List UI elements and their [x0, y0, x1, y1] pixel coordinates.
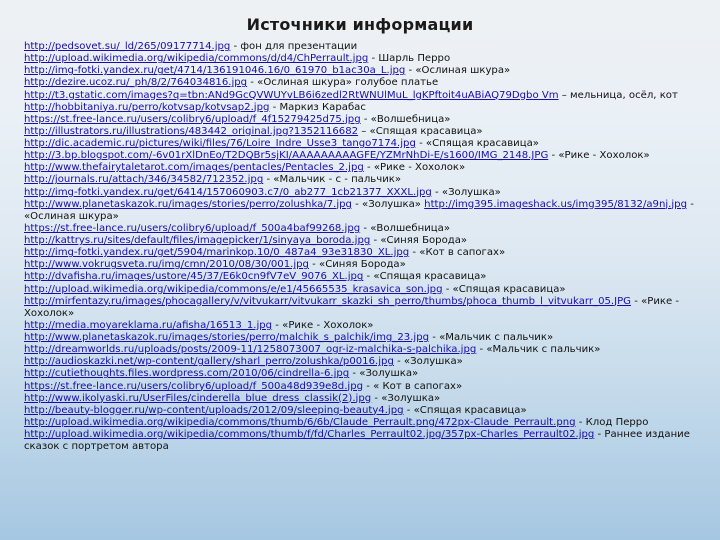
source-link[interactable]: http://upload.wikimedia.org/wikipedia/commons/d/d4/ChPerrault.jpg — [24, 53, 369, 65]
source-entry — [24, 247, 712, 259]
source-description: - «Спящая красавица» — [403, 404, 527, 416]
source-entry — [24, 368, 712, 380]
source-entry — [24, 296, 712, 320]
source-description: - «Рике - Хохолок» — [363, 162, 466, 174]
source-entry — [24, 332, 712, 344]
source-description: - «Ослиная шкура» голубое платье — [247, 77, 439, 89]
source-link[interactable]: http://audioskazki.net/wp-content/gallery/sharl_perro/zolushka/p0016.jpg — [24, 356, 394, 368]
source-link[interactable]: http://upload.wikimedia.org/wikipedia/commons/e/e1/45665535_krasavica_son.jpg — [24, 283, 443, 295]
source-link[interactable]: http://img-fotki.yandex.ru/get/4714/136191046.16/0_61970_b1ac30a_L.jpg — [24, 65, 406, 77]
source-description: - «Волшебница» — [360, 222, 451, 234]
source-description: - «Спящая красавица» — [442, 283, 566, 295]
source-description: - «Спящая красавица» — [363, 271, 487, 283]
source-link[interactable]: http://kattrys.ru/sites/default/files/imagepicker/1/sinyaya_boroda.jpg — [24, 235, 371, 246]
source-entry — [24, 393, 712, 405]
source-link[interactable]: http://www.planetaskazok.ru/images/stories/perro/malchik_s_palchik/img_23.jpg — [24, 332, 430, 343]
source-description: – «Спящая красавица» — [358, 125, 483, 137]
source-entry — [24, 77, 712, 89]
source-description: - «Ослиная шкура» — [405, 65, 511, 77]
source-entry — [24, 381, 712, 393]
source-description: - «Золушка» — [393, 356, 463, 368]
source-link[interactable]: http://t3.gstatic.com/images?q=tbn:ANd9GcQVWUYvLB6i6zedl2RtWNUlMuL_lgKPftoit4uABiAQ79Dgbo Vm — [24, 89, 559, 101]
source-description: - «Рике - Хохолок» — [24, 295, 680, 319]
source-description: - «Мальчик с пальчик» — [476, 344, 601, 356]
source-entry — [24, 90, 712, 102]
source-description: - Маркиз Карабас — [269, 101, 366, 113]
source-entry — [24, 271, 712, 283]
source-link[interactable]: http://cutiethoughts.files.wordpress.com/2010/06/cindrella-6.jpg — [24, 368, 350, 380]
source-description: - « Кот в сапогах» — [363, 380, 463, 392]
source-description: - «Золушка» — [351, 198, 425, 210]
source-description: - «Волшебница» — [360, 113, 451, 125]
source-link[interactable]: http://beauty-blogger.ru/wp-content/uploads/2012/09/sleeping-beauty4.jpg — [24, 404, 404, 416]
source-entry — [24, 429, 712, 453]
sources-list — [24, 41, 712, 453]
source-entry — [24, 199, 712, 223]
source-entry — [24, 102, 712, 114]
source-link[interactable]: http://media.moyareklama.ru/afisha/16513_1.jpg — [24, 319, 273, 331]
source-description: - «Золушка» — [431, 186, 501, 198]
source-entry — [24, 344, 712, 356]
source-link[interactable]: http://3.bp.blogspot.com/-6v01rXlDnEo/T2DQBr5sjKI/AAAAAAAAAGFE/YZMrNhDi-E/s1600/IMG_2148.JPG — [24, 150, 549, 162]
source-link[interactable]: https://st.free-lance.ru/users/colibry6/upload/f_500a4baf99268.jpg — [24, 222, 361, 234]
source-entry — [24, 138, 712, 162]
source-description: - Шарль Перро — [368, 53, 451, 65]
source-entry — [24, 114, 712, 126]
source-description: - Клод Перро — [575, 416, 649, 428]
source-link[interactable]: http://dvafisha.ru/images/ustore/45/37/E6k0cn9fV7eV_9076_XL.jpg — [24, 271, 364, 283]
source-entry — [24, 41, 712, 53]
source-description: - Раннее издание сказок с портретом автора — [24, 429, 690, 453]
source-description: - «Кот в сапогах» — [409, 247, 506, 259]
source-link[interactable]: https://st.free-lance.ru/users/colibry6/upload/f_4f15279425d75.jpg — [24, 113, 361, 125]
source-description: - «Золушка» — [349, 368, 419, 380]
source-link[interactable]: http://dreamworlds.ru/uploads/posts/2009-11/1258073007_ogr-iz-malchika-s-palchika.jpg — [24, 344, 477, 356]
source-link[interactable]: http://hobbitaniya.ru/perro/kotvsap/kotvsap2.jpg — [24, 101, 270, 113]
source-link[interactable]: http://www.ikolyaski.ru/UserFiles/cinderella_blue_dress_classik(2).jpg — [24, 392, 372, 404]
source-description: - «Ослиная шкура» — [24, 198, 694, 222]
source-description: - «Золушка» — [371, 392, 441, 404]
source-link[interactable]: http://dezire.ucoz.ru/_ph/8/2/764034816.jpg — [24, 77, 248, 89]
source-link[interactable]: http://illustrators.ru/illustrations/483442_original.jpg?1352116682 — [24, 125, 359, 137]
source-description: - «Рике - Хохолок» — [272, 319, 374, 331]
source-entry — [24, 259, 712, 271]
source-description: - фон для презентации — [230, 41, 358, 52]
page-title: Источники информации — [246, 15, 474, 34]
source-entry — [24, 405, 712, 417]
source-link[interactable]: http://journals.ru/attach/346/34582/712352.jpg — [24, 174, 264, 186]
source-entry — [24, 223, 712, 235]
source-entry — [24, 174, 712, 186]
source-description: - «Мальчик - с - пальчик» — [263, 174, 402, 186]
source-link[interactable]: http://img395.imageshack.us/img395/8132/a9nj.jpg — [424, 198, 687, 210]
source-entry — [24, 235, 712, 247]
source-description: – мельница, осёл, кот — [558, 89, 678, 101]
source-description: - «Рике - Хохолок» — [548, 150, 650, 162]
source-description: - «Синяя Борода» — [370, 235, 468, 246]
source-link[interactable]: http://upload.wikimedia.org/wikipedia/commons/thumb/6/6b/Claude_Perrault.png/472px-Claude_Perrault.png — [24, 416, 576, 428]
source-entry — [24, 53, 712, 65]
source-entry — [24, 284, 712, 296]
source-description: - «Мальчик с пальчик» — [429, 332, 554, 343]
source-entry — [24, 187, 712, 199]
source-link[interactable]: http://www.thefairytaletarot.com/images/pentacles/Pentacles_2.jpg — [24, 162, 364, 174]
source-link[interactable]: http://pedsovet.su/_ld/265/09177714.jpg — [24, 41, 231, 52]
source-link[interactable]: http://www.vokrugsveta.ru/img/cmn/2010/08/30/001.jpg — [24, 259, 309, 271]
source-link[interactable]: http://upload.wikimedia.org/wikipedia/commons/thumb/f/fd/Charles_Perrault02.jpg/357px-Charles_Perrault02.jpg — [24, 429, 595, 440]
source-link[interactable]: http://www.planetaskazok.ru/images/stories/perro/zolushka/7.jpg — [24, 198, 352, 210]
source-description: - «Спящая красавица» — [415, 138, 539, 149]
source-link[interactable]: http://dic.academic.ru/pictures/wiki/files/76/Loire_Indre_Usse3_tango7174.jpg — [24, 138, 416, 149]
source-entry — [24, 320, 712, 332]
source-link[interactable]: http://img-fotki.yandex.ru/get/6414/157060903.c7/0_ab277_1cb21377_XXXL.jpg — [24, 186, 432, 198]
source-entry — [24, 65, 712, 77]
source-link[interactable]: https://st.free-lance.ru/users/colibry6/upload/f_500a48d939e8d.jpg — [24, 380, 364, 392]
source-link[interactable]: http://mirfentazy.ru/images/phocagallery/v/vitvukarr/vitvukarr_skazki_sh_perro/thumbs/phoca_thumb_l_vitvukarr_05.JPG — [24, 295, 632, 307]
source-description: - «Синяя Борода» — [308, 259, 406, 271]
source-entry — [24, 356, 712, 368]
source-entry — [24, 162, 712, 174]
source-link[interactable]: http://img-fotki.yandex.ru/get/5904/marinkop.10/0_487a4_93e31830_XL.jpg — [24, 247, 410, 259]
source-entry — [24, 417, 712, 429]
source-entry — [24, 126, 712, 138]
